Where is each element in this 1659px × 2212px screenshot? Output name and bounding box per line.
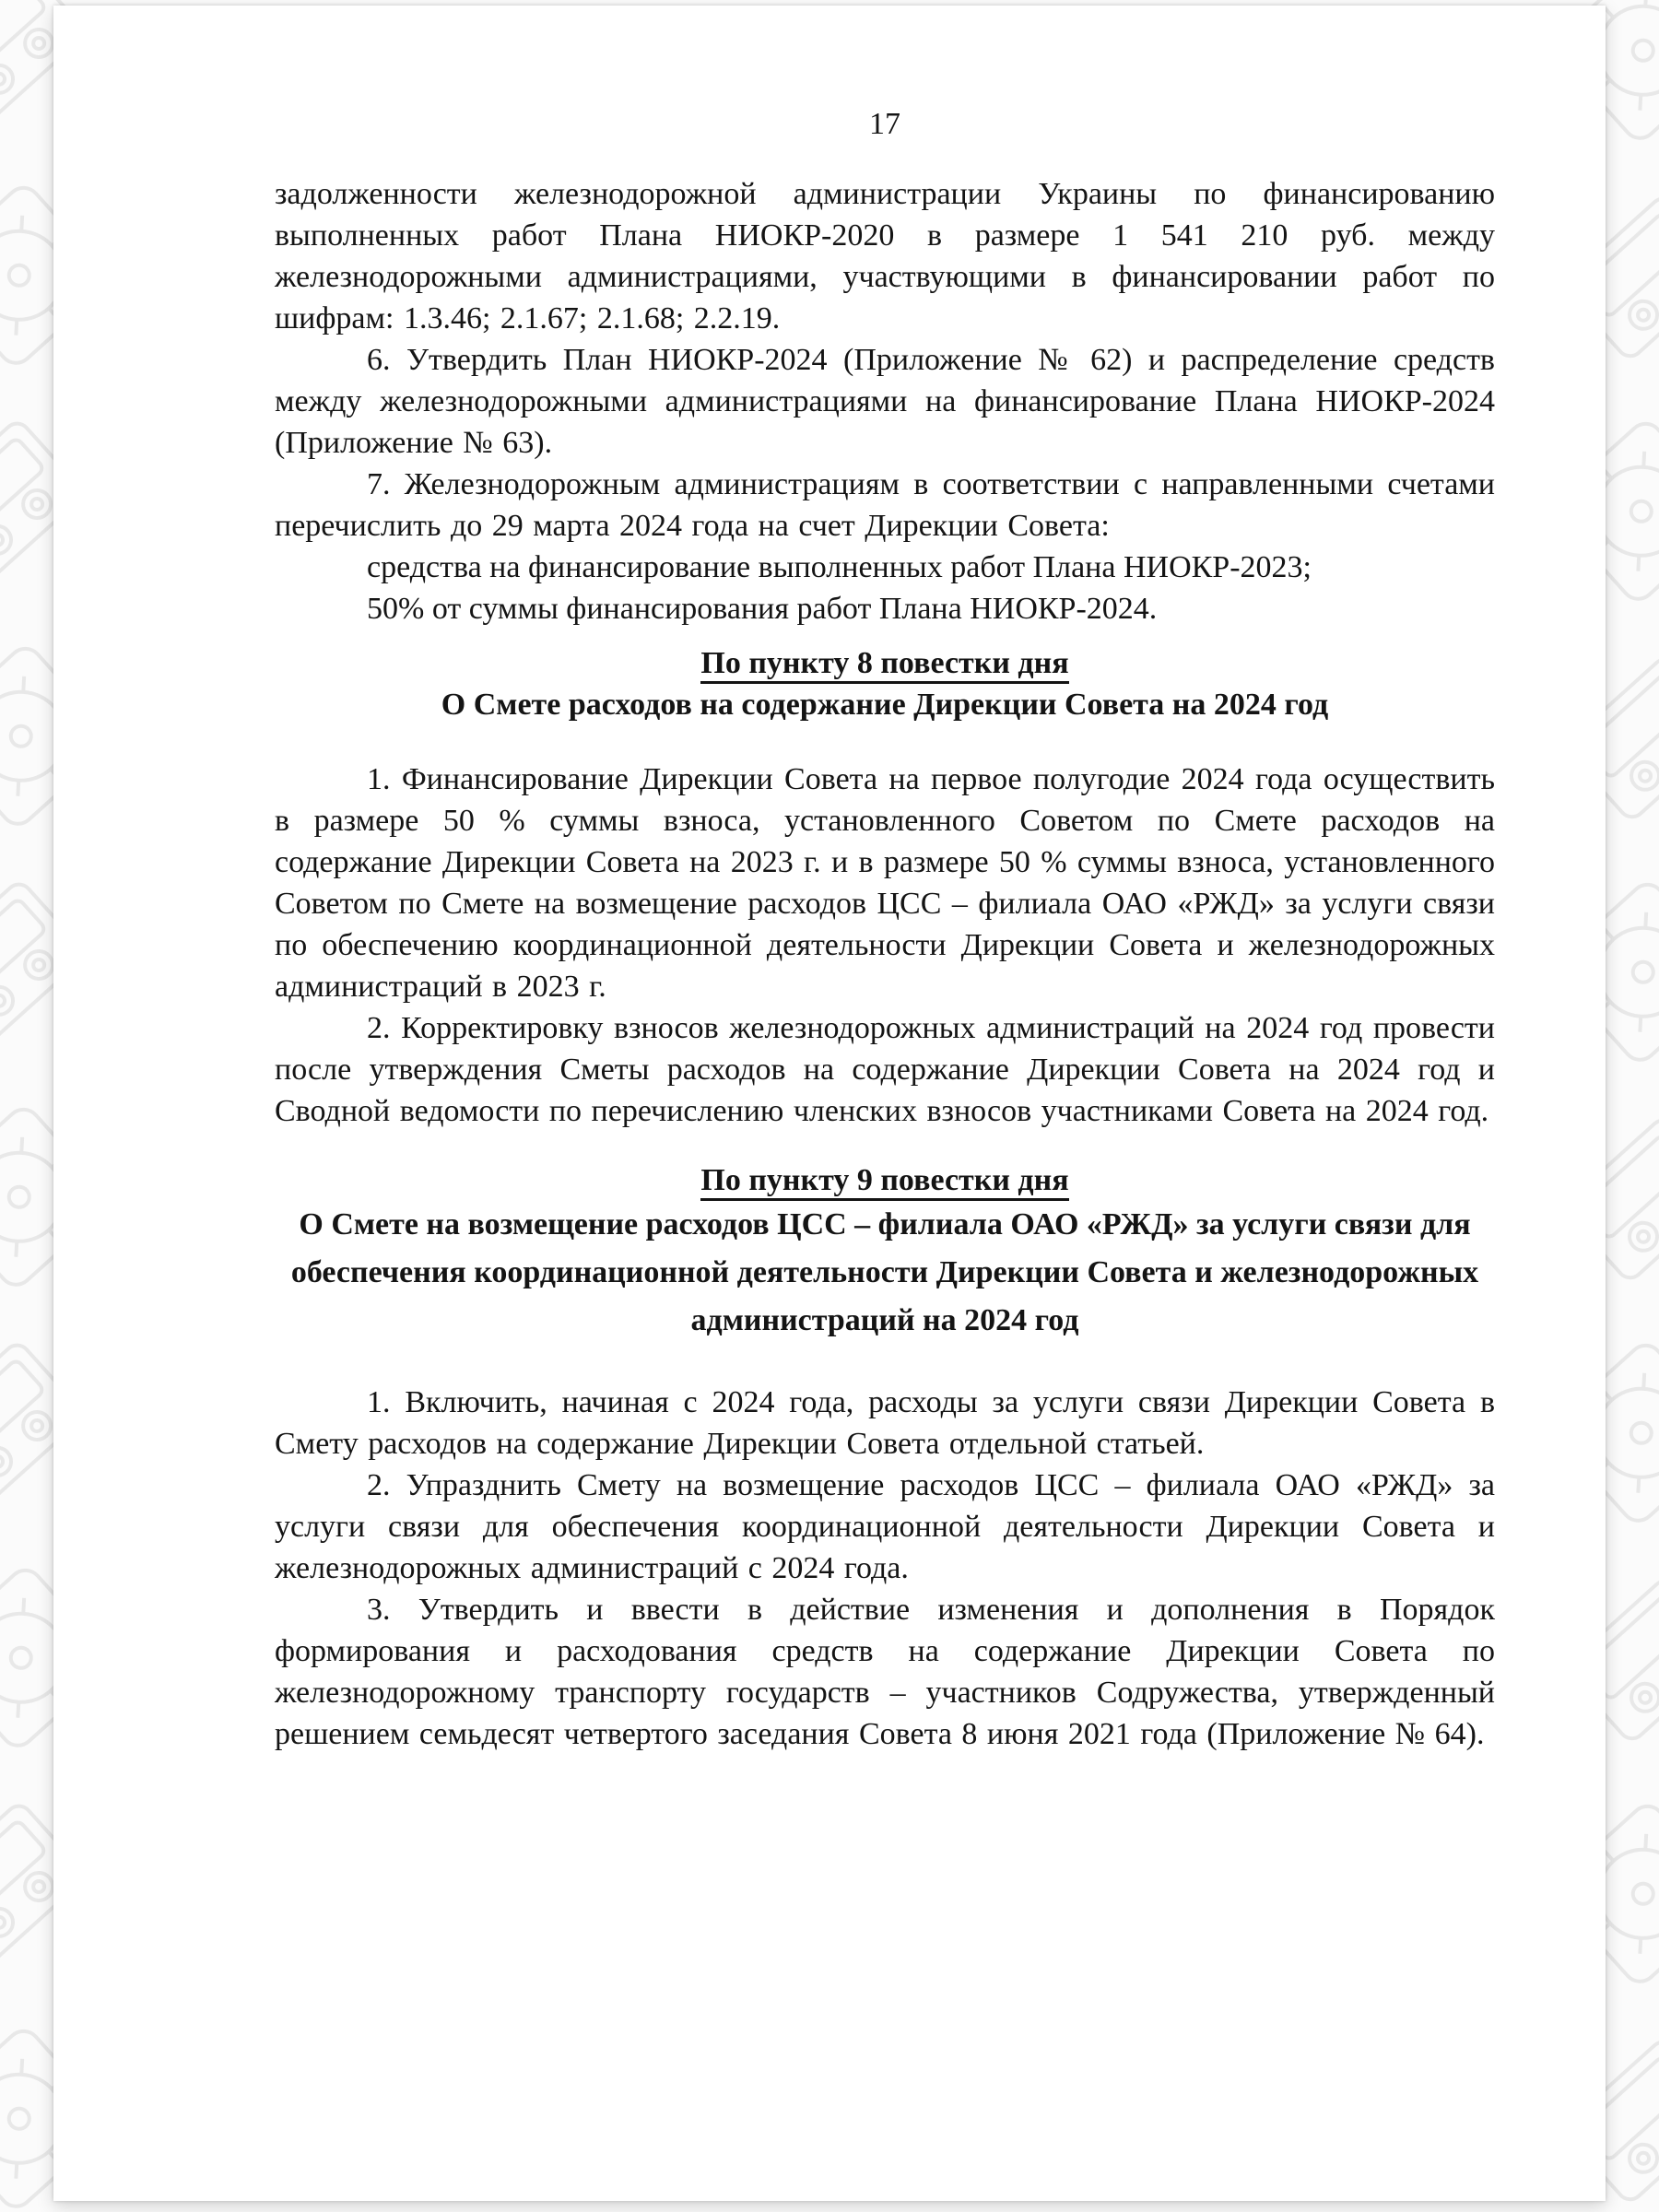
page-number: 17 — [869, 107, 900, 141]
document-content — [275, 6, 1495, 1755]
section-8-item-2: 2. Корректировку взносов железнодорожных администраций на 2024 год провести после утверждения Сметы расходов на содержание Дирекции Совета на 2024 год и Сводной ведомости по перечислению членских взносов участниками Совета на 2024 год. — [275, 1011, 1495, 1128]
paragraph-item-7: 7. Железнодорожным администрациям в соответствии с направленными счетами перечислить до 29 марта 2024 года на счет Дирекции Совета: — [275, 467, 1495, 543]
paragraph-item-6: 6. Утвердить План НИОКР-2024 (Приложение № 62) и распределение средств между железнодорожными администрациями на финансирование Плана НИОКР-2024 (Приложение № 63). — [275, 343, 1495, 460]
section-8-heading-text: По пункту 8 повестки дня — [700, 646, 1068, 684]
section-9-item-3: 3. Утвердить и ввести в действие изменения и дополнения в Порядок формирования и расходования средств на содержание Дирекции Совета по железнодорожному транспорту государств – участников Содружества, утвержденный решением семьдесят четвертого заседания Совета 8 июня 2021 года (Приложение № 64). — [275, 1593, 1495, 1751]
section-9-heading-text: По пункту 9 повестки дня — [700, 1163, 1068, 1201]
paragraph-continuation: задолженности железнодорожной администрации Украины по финансированию выполненных работ Плана НИОКР-2020 в размере 1 541 210 руб. между железнодорожными администрациями, участвующими в финансировании работ по шифрам: 1.3.46; 2.1.67; 2.1.68; 2.2.19. — [275, 177, 1495, 335]
section-9-item-2: 2. Упразднить Смету на возмещение расходов ЦСС – филиала ОАО «РЖД» за услуги связи для обеспечения координационной деятельности Дирекции Совета и железнодорожных администраций с 2024 года. — [275, 1468, 1495, 1585]
document-page — [53, 6, 1606, 2201]
paragraph-item-7-sub-2: 50% от суммы финансирования работ Плана НИОКР-2024. — [367, 592, 1158, 626]
section-8-subheading: О Смете расходов на содержание Дирекции Совета на 2024 год — [441, 688, 1329, 722]
section-9-subheading: О Смете на возмещение расходов ЦСС – филиала ОАО «РЖД» за услуги связи для обеспечения координационной деятельности Дирекции Совета и железнодорожных администраций на 2024 год — [290, 1207, 1479, 1337]
section-9-heading — [275, 1159, 1495, 1201]
section-8-item-1: 1. Финансирование Дирекции Совета на первое полугодие 2024 года осуществить в размере 50 % суммы взноса, установленного Советом по Смете расходов на содержание Дирекции Совета на 2023 г. и в размере 50 % суммы взноса, установленного Советом по Смете на возмещение расходов ЦСС – филиала ОАО «РЖД» за услуги связи по обеспечению координационной деятельности Дирекции Совета и железнодорожных администраций в 2023 г. — [275, 762, 1495, 1004]
section-8-heading — [275, 642, 1495, 684]
section-9-item-1: 1. Включить, начиная с 2024 года, расходы за услуги связи Дирекции Совета в Смету расходов на содержание Дирекции Совета отдельной статьей. — [275, 1385, 1495, 1461]
paragraph-item-7-sub-1: средства на финансирование выполненных работ Плана НИОКР-2023; — [367, 550, 1312, 584]
